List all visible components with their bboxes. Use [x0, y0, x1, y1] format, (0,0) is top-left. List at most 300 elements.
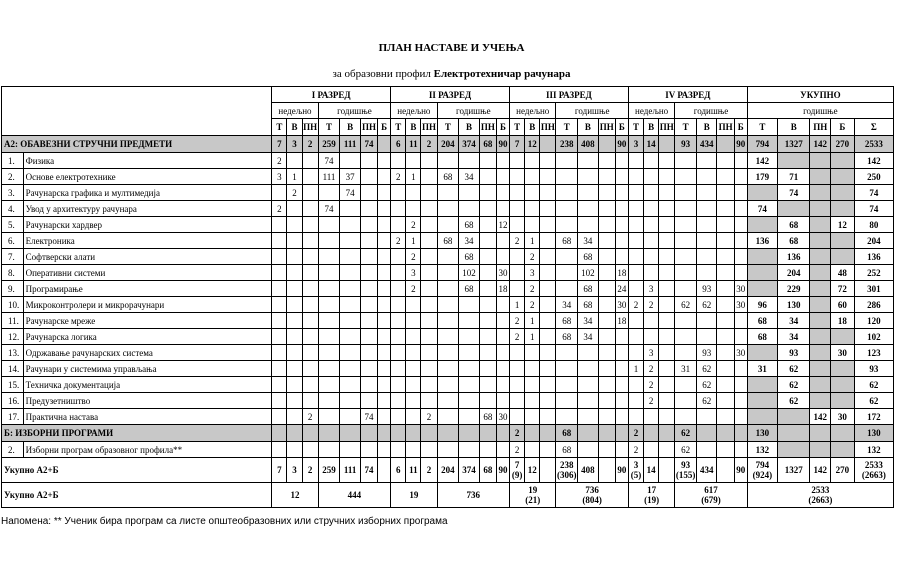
- cell-value: [675, 313, 697, 329]
- cell-value: 68: [778, 233, 810, 249]
- cell-value: [540, 233, 556, 249]
- cell-value: 62: [854, 377, 893, 393]
- cell-value: 18: [497, 281, 510, 297]
- col-label: ПН: [360, 119, 377, 136]
- cell-value: [615, 361, 628, 377]
- col-label: В: [459, 119, 480, 136]
- cell-value: [391, 153, 406, 169]
- grade-header: I РАЗРЕД: [272, 87, 391, 103]
- cell-value: [302, 153, 318, 169]
- cell-value: [778, 442, 810, 458]
- cell-value: [406, 313, 421, 329]
- cell-value: [318, 249, 340, 265]
- cell-value: [391, 201, 406, 217]
- cell-value: [540, 442, 556, 458]
- cell-value: 90: [734, 458, 747, 483]
- cell-value: [479, 377, 496, 393]
- cell-value: [287, 329, 302, 345]
- col-label: ПН: [479, 119, 496, 136]
- table-row: [2, 297, 894, 313]
- cell-value: [810, 442, 831, 458]
- cell-value: [830, 185, 854, 201]
- cell-value: [479, 393, 496, 409]
- cell-value: [717, 329, 734, 345]
- cell-value: [696, 442, 717, 458]
- cell-value: [287, 233, 302, 249]
- cell-value: [391, 442, 406, 458]
- col-label: Т: [272, 119, 287, 136]
- cell-value: [421, 345, 437, 361]
- cell-value: 2: [302, 409, 318, 425]
- cell-value: 34: [556, 297, 578, 313]
- cell-value: [272, 265, 287, 281]
- cell-value: [479, 329, 496, 345]
- cell-value: [717, 201, 734, 217]
- subject-name: Рачунарска графика и мултимедија: [23, 185, 272, 201]
- col-label: ПН: [717, 119, 734, 136]
- col-label: Б: [497, 119, 510, 136]
- cell-value: [696, 329, 717, 345]
- cell-value: [437, 409, 459, 425]
- cell-value: 259: [318, 136, 340, 153]
- cell-value: [318, 442, 340, 458]
- cell-value: [540, 185, 556, 201]
- cell-value: [525, 185, 540, 201]
- cell-value: 68: [578, 249, 599, 265]
- cell-value: [497, 313, 510, 329]
- cell-value: 68: [578, 281, 599, 297]
- cell-value: [615, 153, 628, 169]
- cell-value: 34: [778, 313, 810, 329]
- cell-value: [360, 313, 377, 329]
- cell-value: [747, 217, 777, 233]
- cell-value: [406, 409, 421, 425]
- row-number: 16.: [2, 393, 24, 409]
- cell-value: [378, 153, 391, 169]
- cell-value: [340, 201, 361, 217]
- subtitle-prefix: за образовни профил: [332, 68, 431, 80]
- cell-value: [510, 345, 525, 361]
- cell-value: [510, 265, 525, 281]
- cell-value: [659, 297, 675, 313]
- cell-value: [497, 153, 510, 169]
- cell-value: [378, 313, 391, 329]
- cell-value: [830, 201, 854, 217]
- cell-value: [302, 169, 318, 185]
- cell-value: 74: [318, 201, 340, 217]
- cell-value: [628, 329, 643, 345]
- cell-value: [497, 377, 510, 393]
- cell-value: [510, 201, 525, 217]
- cell-value: [340, 393, 361, 409]
- cell-value: [810, 249, 831, 265]
- cell-value: [578, 425, 599, 442]
- cell-value: [598, 345, 615, 361]
- cell-value: 3: [644, 345, 659, 361]
- cell-value: [378, 136, 391, 153]
- col-label: ПН: [302, 119, 318, 136]
- cell-value: [675, 377, 697, 393]
- cell-value: [675, 169, 697, 185]
- cell-value: [615, 329, 628, 345]
- cell-value: [340, 377, 361, 393]
- total-sum-cell: 444: [318, 483, 390, 508]
- col-label: ПН: [659, 119, 675, 136]
- cell-value: [628, 313, 643, 329]
- cell-value: [615, 377, 628, 393]
- cell-value: [318, 329, 340, 345]
- cell-value: [778, 201, 810, 217]
- cell-value: [598, 201, 615, 217]
- cell-value: 11: [406, 136, 421, 153]
- cell-value: [696, 201, 717, 217]
- cell-value: [340, 249, 361, 265]
- cell-value: 62: [696, 377, 717, 393]
- row-number: 4.: [2, 201, 24, 217]
- table-row: [2, 361, 894, 377]
- cell-value: [479, 442, 496, 458]
- cell-value: [696, 425, 717, 442]
- cell-value: [675, 201, 697, 217]
- cell-value: [378, 249, 391, 265]
- subject-name: Физика: [23, 153, 272, 169]
- section-row: [2, 425, 894, 442]
- col-label: В: [287, 119, 302, 136]
- cell-value: [525, 377, 540, 393]
- cell-value: 2: [644, 393, 659, 409]
- cell-value: 12: [497, 217, 510, 233]
- cell-value: [556, 185, 578, 201]
- cell-value: [615, 442, 628, 458]
- cell-value: [421, 361, 437, 377]
- total-sum-row: [2, 483, 894, 508]
- cell-value: [421, 377, 437, 393]
- cell-value: [598, 297, 615, 313]
- cell-value: [459, 297, 480, 313]
- cell-value: [644, 201, 659, 217]
- cell-value: [497, 361, 510, 377]
- cell-value: [421, 169, 437, 185]
- cell-value: [459, 425, 480, 442]
- cell-value: [287, 345, 302, 361]
- cell-value: [318, 345, 340, 361]
- cell-value: [628, 249, 643, 265]
- cell-value: [615, 409, 628, 425]
- cell-value: 62: [696, 297, 717, 313]
- cell-value: 90: [734, 136, 747, 153]
- cell-value: [360, 361, 377, 377]
- total-sum-cell: 736 (804): [556, 483, 628, 508]
- cell-value: [598, 458, 615, 483]
- col-label: В: [525, 119, 540, 136]
- cell-value: [810, 217, 831, 233]
- total-sum-cell: 617 (679): [675, 483, 747, 508]
- cell-value: [421, 185, 437, 201]
- cell-value: [578, 409, 599, 425]
- cell-value: [437, 345, 459, 361]
- cell-value: [830, 377, 854, 393]
- cell-value: 3: [644, 281, 659, 297]
- col-label: В: [696, 119, 717, 136]
- cell-value: 93: [778, 345, 810, 361]
- cell-value: [378, 281, 391, 297]
- cell-value: [734, 217, 747, 233]
- row-number: 10.: [2, 297, 24, 313]
- cell-value: 93: [696, 281, 717, 297]
- cell-value: [598, 233, 615, 249]
- total-col-label: Б: [830, 119, 854, 136]
- cell-value: [497, 297, 510, 313]
- cell-value: [421, 425, 437, 442]
- cell-value: 270: [830, 458, 854, 483]
- cell-value: [378, 345, 391, 361]
- cell-value: [659, 425, 675, 442]
- cell-value: [810, 281, 831, 297]
- cell-value: [717, 297, 734, 313]
- cell-value: [378, 442, 391, 458]
- cell-value: 24: [615, 281, 628, 297]
- cell-value: [628, 169, 643, 185]
- col-label: ПН: [421, 119, 437, 136]
- cell-value: [272, 409, 287, 425]
- cell-value: 68: [556, 329, 578, 345]
- cell-value: 93: [675, 136, 697, 153]
- cell-value: [340, 329, 361, 345]
- cell-value: [318, 377, 340, 393]
- weekly-header: недељно: [510, 103, 556, 119]
- table-row: [2, 201, 894, 217]
- cell-value: [717, 281, 734, 297]
- cell-value: [734, 313, 747, 329]
- cell-value: [360, 233, 377, 249]
- cell-value: [525, 361, 540, 377]
- grade-header: III РАЗРЕД: [510, 87, 629, 103]
- cell-value: [659, 185, 675, 201]
- cell-value: [437, 425, 459, 442]
- total-header: УКУПНО: [747, 87, 893, 103]
- cell-value: 62: [778, 393, 810, 409]
- cell-value: [360, 345, 377, 361]
- cell-value: [525, 169, 540, 185]
- cell-value: [598, 409, 615, 425]
- cell-value: [628, 377, 643, 393]
- cell-value: 1: [406, 169, 421, 185]
- cell-value: 74: [360, 136, 377, 153]
- cell-value: [717, 249, 734, 265]
- cell-value: 2: [406, 281, 421, 297]
- cell-value: [360, 249, 377, 265]
- cell-value: [659, 281, 675, 297]
- cell-value: [734, 361, 747, 377]
- cell-value: 102: [854, 329, 893, 345]
- cell-value: [659, 169, 675, 185]
- cell-value: [717, 393, 734, 409]
- subject-name: Изборни програм образовног профила**: [23, 442, 272, 458]
- cell-value: 2: [421, 458, 437, 483]
- cell-value: [391, 217, 406, 233]
- cell-value: 74: [360, 409, 377, 425]
- cell-value: [659, 409, 675, 425]
- cell-value: [675, 265, 697, 281]
- cell-value: [479, 425, 496, 442]
- cell-value: [479, 185, 496, 201]
- cell-value: 434: [696, 458, 717, 483]
- cell-value: [302, 297, 318, 313]
- row-number: 5.: [2, 217, 24, 233]
- cell-value: 2533: [854, 136, 893, 153]
- table-row: [2, 153, 894, 169]
- cell-value: 3: [406, 265, 421, 281]
- cell-value: [556, 345, 578, 361]
- cell-value: [302, 249, 318, 265]
- cell-value: [734, 425, 747, 442]
- table-row: [2, 233, 894, 249]
- cell-value: 3 (5): [628, 458, 643, 483]
- cell-value: [734, 377, 747, 393]
- cell-value: 90: [615, 458, 628, 483]
- weekly-header: недељно: [628, 103, 674, 119]
- cell-value: [525, 425, 540, 442]
- cell-value: 2: [510, 442, 525, 458]
- cell-value: 142: [810, 458, 831, 483]
- cell-value: 62: [778, 361, 810, 377]
- row-number: 1.: [2, 153, 24, 169]
- cell-value: 286: [854, 297, 893, 313]
- table-row: [2, 265, 894, 281]
- cell-value: [510, 249, 525, 265]
- cell-value: 34: [778, 329, 810, 345]
- cell-value: [598, 377, 615, 393]
- cell-value: [510, 409, 525, 425]
- cell-value: [675, 153, 697, 169]
- cell-value: [578, 442, 599, 458]
- cell-value: [406, 442, 421, 458]
- cell-value: 2: [510, 329, 525, 345]
- cell-value: [747, 345, 777, 361]
- cell-value: [360, 265, 377, 281]
- cell-value: [287, 297, 302, 313]
- cell-value: 102: [578, 265, 599, 281]
- cell-value: 30: [734, 345, 747, 361]
- cell-value: [659, 458, 675, 483]
- cell-value: [747, 393, 777, 409]
- cell-value: [810, 201, 831, 217]
- cell-value: [437, 361, 459, 377]
- cell-value: [287, 281, 302, 297]
- cell-value: [497, 442, 510, 458]
- cell-value: [437, 249, 459, 265]
- cell-value: [391, 281, 406, 297]
- cell-value: 130: [778, 297, 810, 313]
- cell-value: [406, 393, 421, 409]
- cell-value: [340, 281, 361, 297]
- cell-value: [421, 329, 437, 345]
- cell-value: [659, 136, 675, 153]
- cell-value: [675, 409, 697, 425]
- cell-value: [540, 297, 556, 313]
- cell-value: [272, 233, 287, 249]
- cell-value: [578, 377, 599, 393]
- cell-value: 794: [747, 136, 777, 153]
- cell-value: 34: [578, 233, 599, 249]
- cell-value: [340, 409, 361, 425]
- cell-value: [598, 217, 615, 233]
- cell-value: [598, 136, 615, 153]
- cell-value: 204: [437, 458, 459, 483]
- cell-value: [659, 393, 675, 409]
- page-title: ПЛАН НАСТАВЕ И УЧЕЊА: [378, 42, 525, 54]
- cell-value: 2: [628, 297, 643, 313]
- cell-value: [378, 217, 391, 233]
- cell-value: [717, 136, 734, 153]
- cell-value: [556, 265, 578, 281]
- subject-name: Техничка документација: [23, 377, 272, 393]
- cell-value: [717, 313, 734, 329]
- cell-value: [437, 377, 459, 393]
- cell-value: [644, 185, 659, 201]
- cell-value: [615, 425, 628, 442]
- cell-value: [696, 313, 717, 329]
- cell-value: [406, 361, 421, 377]
- cell-value: [717, 265, 734, 281]
- cell-value: [479, 201, 496, 217]
- total-sum-cell: 12: [272, 483, 318, 508]
- cell-value: 2: [406, 217, 421, 233]
- cell-value: [556, 393, 578, 409]
- cell-value: [272, 185, 287, 201]
- cell-value: 12: [525, 136, 540, 153]
- cell-value: [810, 313, 831, 329]
- cell-value: [272, 249, 287, 265]
- cell-value: [459, 409, 480, 425]
- cell-value: 2: [510, 425, 525, 442]
- cell-value: [360, 297, 377, 313]
- cell-value: [437, 201, 459, 217]
- cell-value: 37: [340, 169, 361, 185]
- col-label: Т: [437, 119, 459, 136]
- cell-value: [391, 345, 406, 361]
- cell-value: [302, 329, 318, 345]
- cell-value: 238 (306): [556, 458, 578, 483]
- table-row: [2, 281, 894, 297]
- cell-value: 30: [734, 281, 747, 297]
- cell-value: [598, 361, 615, 377]
- cell-value: 130: [747, 425, 777, 442]
- cell-value: [302, 345, 318, 361]
- cell-value: 172: [854, 409, 893, 425]
- cell-value: [659, 442, 675, 458]
- cell-value: [540, 409, 556, 425]
- cell-value: [378, 265, 391, 281]
- cell-value: 90: [497, 458, 510, 483]
- cell-value: [391, 393, 406, 409]
- cell-value: [540, 169, 556, 185]
- row-number: 13.: [2, 345, 24, 361]
- cell-value: 2533 (2663): [854, 458, 893, 483]
- cell-value: [340, 265, 361, 281]
- subject-name: Електроника: [23, 233, 272, 249]
- cell-value: [360, 201, 377, 217]
- cell-value: [540, 265, 556, 281]
- cell-value: [734, 265, 747, 281]
- cell-value: [437, 442, 459, 458]
- cell-value: [525, 345, 540, 361]
- cell-value: 3: [287, 458, 302, 483]
- cell-value: [421, 393, 437, 409]
- cell-value: [318, 185, 340, 201]
- cell-value: [421, 249, 437, 265]
- table-row: [2, 185, 894, 201]
